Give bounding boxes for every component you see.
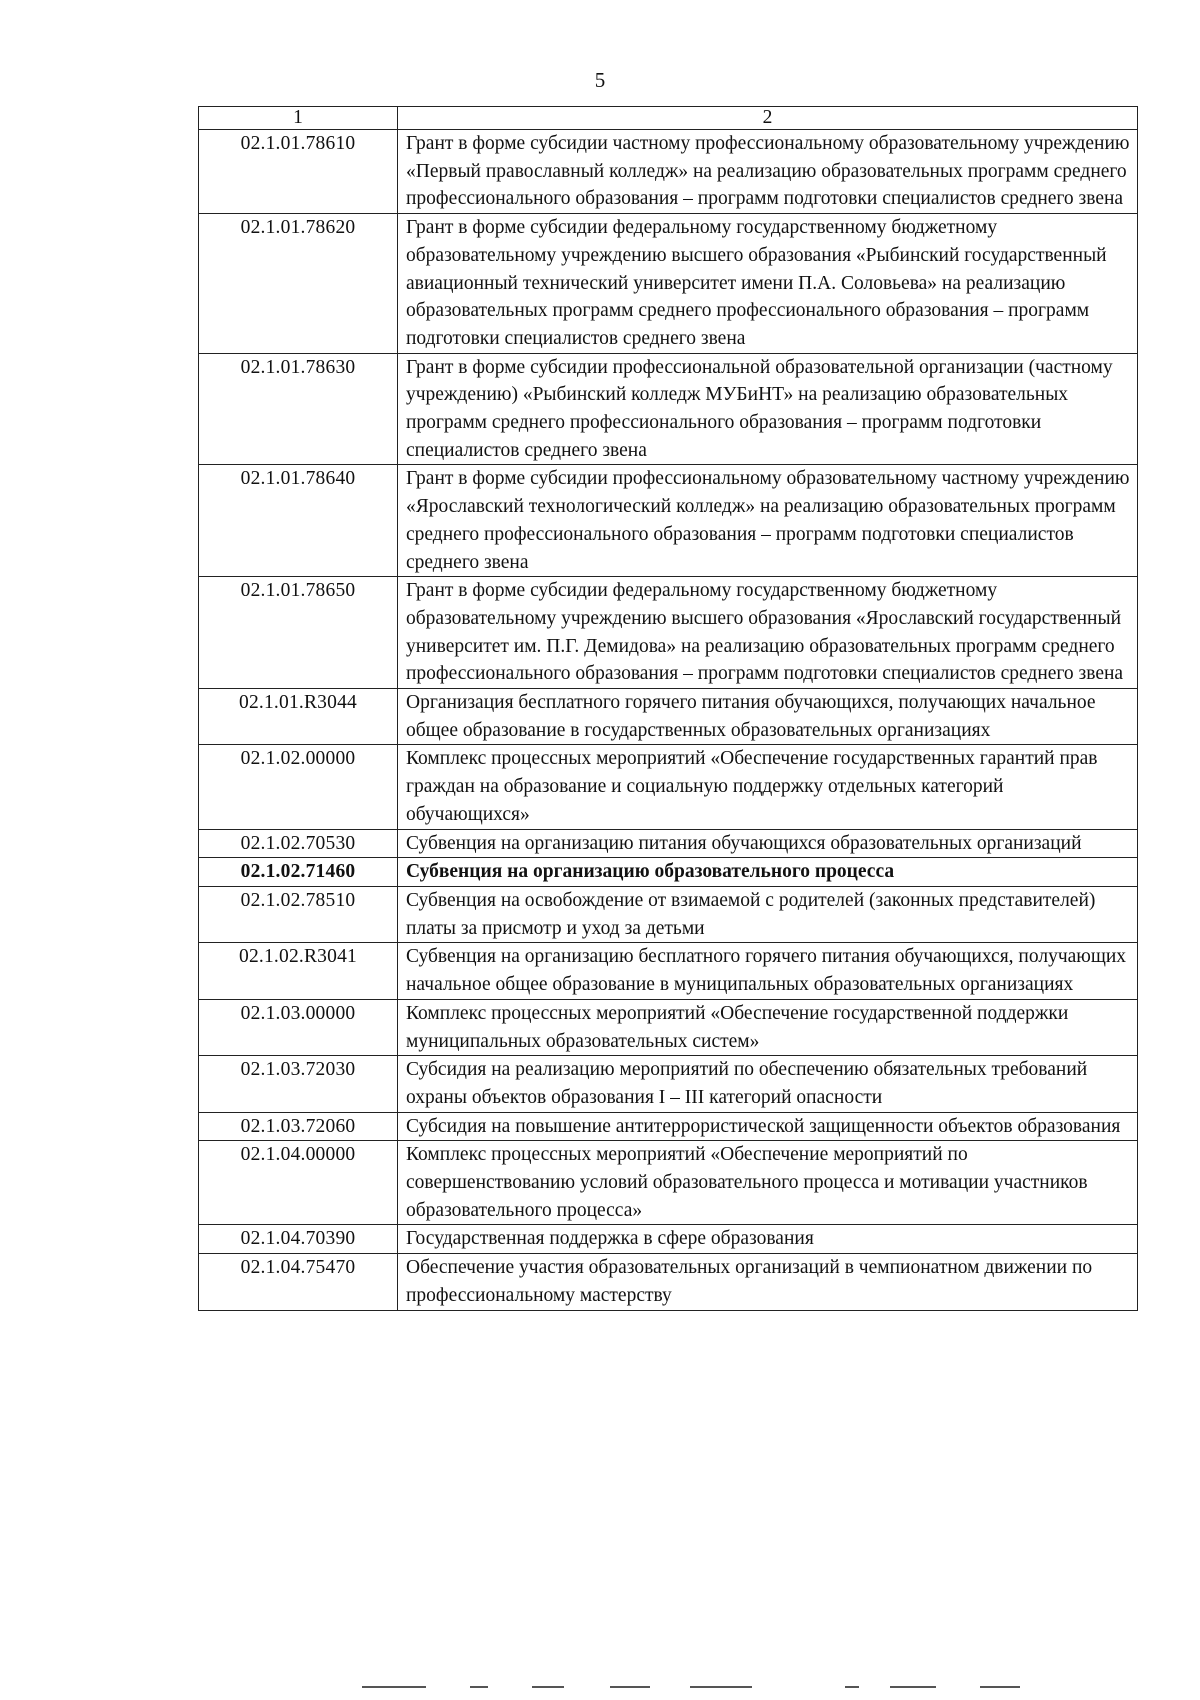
codes-table xyxy=(198,106,1138,1311)
row-code: 02.1.01.78650 xyxy=(199,577,398,689)
row-code: 02.1.02.00000 xyxy=(199,745,398,829)
footer-mark xyxy=(532,1686,564,1688)
footer-mark xyxy=(980,1686,1020,1688)
row-code: 02.1.01.R3044 xyxy=(199,689,398,745)
row-description: Грант в форме субсидии профессиональному образовательному частному учреждению «Ярославский технологический колледж» на реализацию образовательных программ среднего профессионального образования – программ подготовки специалистов среднего звена xyxy=(398,465,1138,577)
row-code: 02.1.01.78610 xyxy=(199,130,398,214)
footer-mark xyxy=(890,1686,936,1688)
row-code: 02.1.01.78630 xyxy=(199,353,398,465)
table-row xyxy=(199,214,1138,354)
row-description: Обеспечение участия образовательных организаций в чемпионатном движении по профессиональному мастерству xyxy=(398,1254,1138,1310)
row-description: Субвенция на организацию образовательного процесса xyxy=(398,858,1138,887)
footer-mark xyxy=(845,1686,859,1688)
row-code: 02.1.02.71460 xyxy=(199,858,398,887)
row-description: Субвенция на организацию питания обучающихся образовательных организаций xyxy=(398,829,1138,858)
row-code: 02.1.02.70530 xyxy=(199,829,398,858)
row-description: Грант в форме субсидии профессиональной образовательной организации (частному учреждению) «Рыбинский колледж МУБиНТ» на реализацию образовательных программ среднего профессионального образования – программ подготовки специалистов среднего звена xyxy=(398,353,1138,465)
row-code: 02.1.02.R3041 xyxy=(199,943,398,999)
table-row xyxy=(199,1112,1138,1141)
row-code: 02.1.03.00000 xyxy=(199,999,398,1055)
row-code: 02.1.04.75470 xyxy=(199,1254,398,1310)
row-description: Организация бесплатного горячего питания обучающихся, получающих начальное общее образование в государственных образовательных организациях xyxy=(398,689,1138,745)
row-description: Субсидия на повышение антитеррористической защищенности объектов образования xyxy=(398,1112,1138,1141)
row-description: Субсидия на реализацию мероприятий по обеспечению обязательных требований охраны объектов образования I – III категорий опасности xyxy=(398,1056,1138,1112)
column-header-description: 2 xyxy=(398,107,1138,130)
column-header-code: 1 xyxy=(199,107,398,130)
budget-codes-table xyxy=(198,106,1137,1311)
row-description: Субвенция на освобождение от взимаемой с родителей (законных представителей) платы за присмотр и уход за детьми xyxy=(398,886,1138,942)
row-description: Государственная поддержка в сфере образования xyxy=(398,1225,1138,1254)
table-body xyxy=(199,130,1138,1311)
row-code: 02.1.02.78510 xyxy=(199,886,398,942)
row-code: 02.1.01.78620 xyxy=(199,214,398,354)
table-row xyxy=(199,886,1138,942)
row-description: Комплекс процессных мероприятий «Обеспечение государственных гарантий прав граждан на образование и социальную поддержку отдельных категорий обучающихся» xyxy=(398,745,1138,829)
footer-scan-marks xyxy=(0,1686,1200,1690)
table-row xyxy=(199,689,1138,745)
row-description: Грант в форме субсидии федеральному государственному бюджетному образовательному учреждению высшего образования «Рыбинский государственный авиационный технический университет имени П.А. Соловьева» на реализацию образовательных программ среднего профессионального образования – программ подготовки специалистов среднего звена xyxy=(398,214,1138,354)
row-description: Грант в форме субсидии федеральному государственному бюджетному образовательному учреждению высшего образования «Ярославский государственный университет им. П.Г. Демидова» на реализацию образовательных программ среднего профессионального образования – программ подготовки специалистов среднего звена xyxy=(398,577,1138,689)
table-row xyxy=(199,745,1138,829)
row-description: Комплекс процессных мероприятий «Обеспечение государственной поддержки муниципальных образовательных систем» xyxy=(398,999,1138,1055)
row-description: Комплекс процессных мероприятий «Обеспечение мероприятий по совершенствованию условий образовательного процесса и мотивации участников образовательного процесса» xyxy=(398,1141,1138,1225)
table-row xyxy=(199,943,1138,999)
table-row xyxy=(199,829,1138,858)
row-code: 02.1.04.00000 xyxy=(199,1141,398,1225)
row-description: Грант в форме субсидии частному профессиональному образовательному учреждению «Первый православный колледж» на реализацию образовательных программ среднего профессионального образования – программ подготовки специалистов среднего звена xyxy=(398,130,1138,214)
table-row xyxy=(199,577,1138,689)
footer-mark xyxy=(610,1686,650,1688)
table-row xyxy=(199,1056,1138,1112)
table-row xyxy=(199,130,1138,214)
row-code: 02.1.03.72030 xyxy=(199,1056,398,1112)
footer-mark xyxy=(362,1686,426,1688)
footer-mark xyxy=(690,1686,752,1688)
table-row xyxy=(199,353,1138,465)
page-number: 5 xyxy=(594,68,606,92)
footer-mark xyxy=(470,1686,488,1688)
table-row xyxy=(199,465,1138,577)
row-description: Субвенция на организацию бесплатного горячего питания обучающихся, получающих начальное общее образование в муниципальных образовательных организациях xyxy=(398,943,1138,999)
row-code: 02.1.01.78640 xyxy=(199,465,398,577)
table-row xyxy=(199,1141,1138,1225)
table-row xyxy=(199,858,1138,887)
table-row xyxy=(199,1254,1138,1310)
table-row xyxy=(199,999,1138,1055)
row-code: 02.1.03.72060 xyxy=(199,1112,398,1141)
table-header-row xyxy=(199,107,1138,130)
row-code: 02.1.04.70390 xyxy=(199,1225,398,1254)
table-row xyxy=(199,1225,1138,1254)
